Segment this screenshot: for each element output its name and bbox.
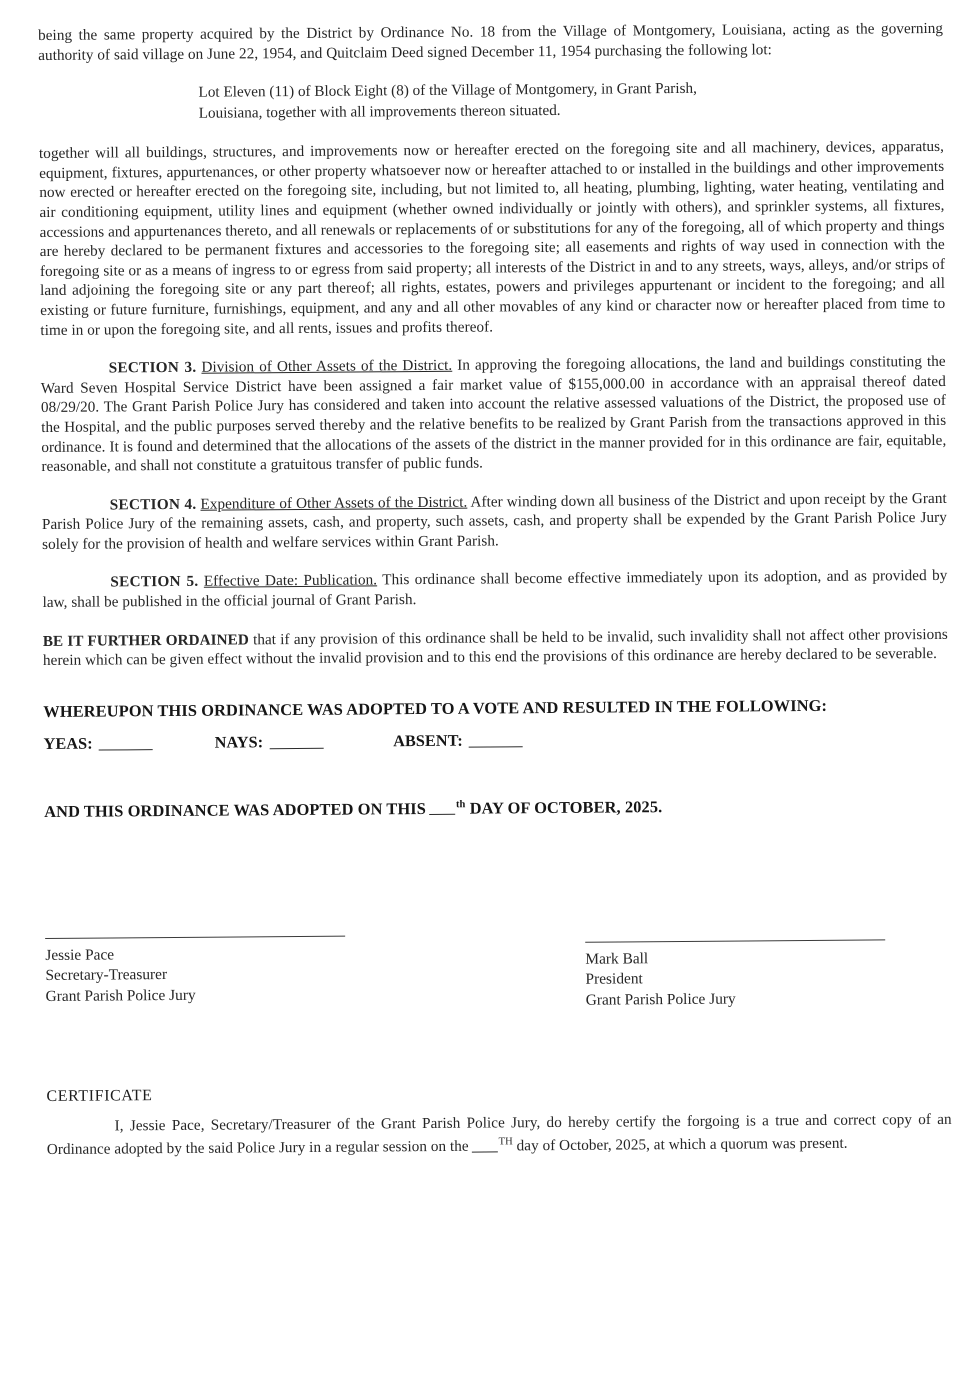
yeas-label: YEAS: [43, 734, 93, 753]
legal-description-block [198, 78, 818, 124]
absent-field[interactable] [393, 731, 523, 751]
spacer [44, 815, 950, 908]
vote-heading: WHEREUPON THIS ORDINANCE WAS ADOPTED TO A VOTE AND RESULTED IN THE FOLLOWING: [43, 695, 828, 721]
severability-lead: BE IT FURTHER ORDAINED [42, 631, 249, 650]
adoption-period: . [658, 796, 663, 816]
section-5-number: SECTION 5. [110, 573, 199, 591]
section-4-paragraph [42, 489, 947, 555]
severability-paragraph [43, 625, 948, 671]
secretary-org: Grant Parish Police Jury [45, 986, 196, 1005]
nays-label: NAYS: [214, 733, 264, 752]
adoption-year: 2025 [624, 796, 659, 817]
president-name: Mark Ball [585, 950, 649, 968]
section-3-paragraph [41, 352, 947, 477]
certificate-body-part-2: day of October, 2025, at which a quorum was present. [516, 1135, 848, 1155]
secretary-name: Jessie Pace [45, 946, 115, 964]
legal-description-line-1: Lot Eleven (11) of Block Eight (8) of the Village of Montgomery, in Grant Parish, [198, 80, 697, 101]
yeas-field[interactable] [44, 734, 153, 754]
president-org: Grant Parish Police Jury [585, 990, 736, 1009]
section-3-body: In approving the foregoing allocations, the land and buildings constituting the Ward Seven Hospital Service District have been assigned a fair market value of $155,000.00 in accordance with an appraisal thereof dated 08/29/20. The Grant Parish Police Jury has considered and taken into account the relative assessed valuations of the District, the proposed use of the Hospital, and the public purposes served thereby and the relative benefits to be realized by Grant Parish from the transactions approved in this ordinance. It is found and determined that the allocations of the assets of the district in the manner provided for in this ordinance are fair, equitable, reasonable, and shall not constitute a gratuitous transfer of public funds. [40, 353, 947, 476]
section-3-title: Division of Other Assets of the District. [201, 356, 453, 376]
paragraph-indent [42, 587, 110, 588]
certificate-heading: CERTIFICATE [46, 1086, 153, 1105]
spacer [44, 747, 949, 802]
paragraph-indent [41, 373, 109, 374]
president-title: President [585, 970, 643, 989]
severability-body: that if any provision of this ordinance shall be held to be invalid, such invalidity shall not affect other provisions herein which can be given effect without the invalid provision and to this end the provisions of this ordinance are hereby declared to be severable. [42, 625, 948, 670]
certificate-body-part-1: I, Jessie Pace, Secretary/Treasurer of the Grant Parish Police Jury, do hereby certify the forgoing is a true and correct copy of an Ordinance adopted by the said Police Jury in a regular session on the [46, 1110, 952, 1159]
secretary-title: Secretary-Treasurer [45, 966, 168, 985]
section-4-title: Expenditure of Other Assets of the District. [200, 493, 468, 513]
section-5-body: This ordinance shall become effective immediately upon its adoption, and as provided by law, shall be published in the official journal of Grant Parish. [42, 567, 948, 612]
legal-description-line-2: Louisiana, together with all improvements thereon situated. [198, 101, 561, 122]
section-4-number: SECTION 4. [109, 495, 197, 514]
certificate-paragraph [47, 1110, 952, 1160]
certificate-ordinal: TH [498, 1136, 513, 1148]
nays-field[interactable] [215, 733, 324, 753]
appurtenances-paragraph: together will all buildings, structures, and improvements now or hereafter erected on the foregoing site and all machinery, devices, apparatus, equipment, fixtures, appurtenances, or other property whatsoever now or hereafter attached to or installed in the buildings and other improvements now erected or hereafter erected on the foregoing site, including, but not limited to, all heating, plumbing, lighting, water heating, ventilating and air conditioning equipment, utility lines and equipment (whether owned individually or jointly with others), and sprinkler systems, all fixtures, accessions and appurtenances thereto, and all renewals or replacements of or substitutions for any of the foregoing, all of which property and things are hereby declared to be permanent fixtures and accessories to the foregoing site; all easements and rights of way used in connection with the foregoing site or as a means of ingress to or egress from said property; all interests of the District in and to any streets, ways, alleys, and/or strips of land adjoining the foregoing site or any part thereof; all rights, estates, powers and privileges appurtenant or incident to the foregoing; and all existing or future furniture, furnishings, equipment, and any and all other movables of any kind or character now or hereafter placed from time to time in or upon the foregoing site, and all rents, issues and profits thereof. [38, 138, 946, 339]
signature-block-president [585, 939, 886, 1011]
section-4-body: After winding down all business of the District and upon receipt by the Grant Parish Police Jury of the remaining assets, cash, and property, such assets, cash, and property shall be expended by the Grant Parish Police Jury solely for the provision of health and welfare services within Grant Parish. [41, 489, 947, 553]
paragraph-indent [47, 1130, 115, 1131]
paragraph-indent [42, 509, 110, 510]
yeas-blank[interactable] [99, 749, 153, 750]
nays-blank[interactable] [269, 748, 323, 749]
adoption-ordinal: th [455, 799, 466, 811]
section-5-title: Effective Date: Publication. [203, 571, 378, 591]
scanned-text-body [38, 19, 952, 1160]
adoption-suffix: DAY OF OCTOBER, [469, 797, 621, 818]
absent-blank[interactable] [469, 746, 523, 747]
certificate-day-blank[interactable] [472, 1151, 498, 1152]
signature-block-secretary [45, 935, 346, 1007]
adoption-day-blank[interactable] [429, 814, 455, 815]
section-3-number: SECTION 3. [108, 358, 197, 377]
absent-label: ABSENT: [393, 731, 463, 751]
signature-line-president[interactable] [585, 939, 885, 942]
intro-paragraph: being the same property acquired by the District by Ordinance No. 18 from the Village of Montgomery, Louisiana, acting as the governing authority of said village on June 22, 1954, and Quitclaim Deed signed December 11, 1954 purchasing the following lot: [38, 19, 944, 64]
signature-area [45, 931, 951, 1088]
adoption-prefix: AND THIS ORDINANCE WAS ADOPTED ON THIS [44, 798, 427, 821]
